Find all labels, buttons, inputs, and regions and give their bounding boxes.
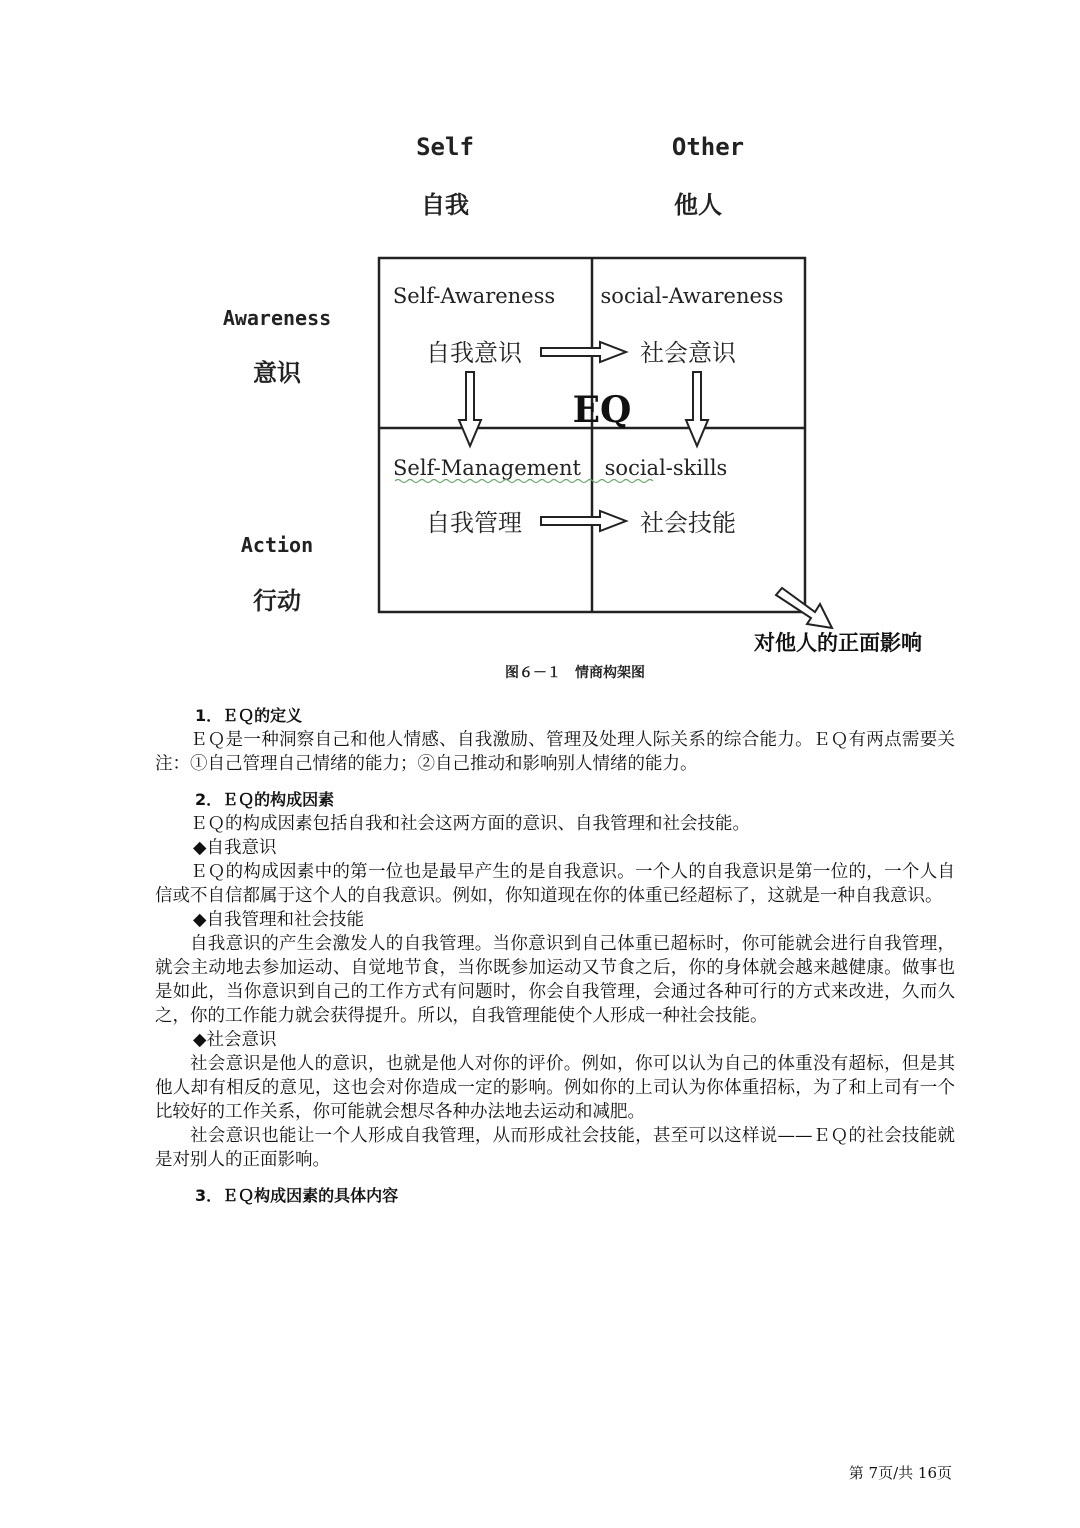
social-awareness-paragraph: 社会意识是他人的意识，也就是他人对你的评价。例如，你可以认为自己的体重没有超标，但是其他人却有相反的意见，这也会对你造成一定的影响。例如你的上司认为你体重招标，为了和上司有一个比较好的工作关系，你可能就会想尽各种办法地去运动和减肥。 [155, 1054, 955, 1122]
col-other-en: Other [671, 133, 745, 161]
arrow-down-icon [459, 372, 481, 446]
section-2-paragraph: ＥＱ的构成因素包括自我和社会这两方面的意识、自我管理和社会技能。 [190, 814, 750, 834]
q1-en: Self-Awareness [392, 284, 556, 308]
q3-en: Self-Management [393, 456, 581, 480]
row-awareness-en: Awareness [222, 306, 332, 330]
q2-zh: 社会意识 [640, 339, 736, 367]
page-number: 第 7页/共 16页 [848, 1464, 952, 1482]
col-self-en: Self [416, 133, 474, 161]
self-awareness-paragraph: ＥＱ的构成因素中的第一位也是最早产生的是自我意识。一个人的自我意识是第一位的，一个人自信或不自信都属于这个人的自我意识。例如，你知道现在你的体重已经超标了，这就是一种自我意识。 [155, 862, 955, 906]
bullet-social-awareness: ◆社会意识 [193, 1030, 277, 1050]
section-1-paragraph: ＥＱ是一种洞察自己和他人情感、自我激励、管理及处理人际关系的综合能力。ＥＱ有两点需要关注：①自己管理自己情绪的能力；②自己推动和影响别人情绪的能力。 [155, 730, 955, 774]
row-awareness-zh: 意识 [253, 359, 301, 387]
row-action-en: Action [240, 533, 314, 557]
col-other-zh: 他人 [674, 191, 722, 219]
q1-zh: 自我意识 [426, 339, 522, 367]
q3-zh: 自我管理 [426, 509, 522, 537]
eq-center-label: EQ [572, 389, 632, 431]
q4-en: social-skills [604, 456, 728, 480]
arrow-down-icon [686, 372, 708, 446]
self-management-paragraph: 自我意识的产生会激发人的自我管理。当你意识到自己体重已超标时，你可能就会进行自我管理，就会主动地去参加运动、自觉地节食，当你既参加运动又节食之后，你的身体就会越来越健康。做事也是如此，当你意识到自己的工作方式有问题时，你会自我管理，会通过各种可行的方式来改进，久而久之，你的工作能力就会获得提升。所以，自我管理能使个人形成一种社会技能。 [155, 934, 955, 1026]
figure-caption: 图６－１ 情商构架图 [505, 665, 645, 681]
bullet-self-management: ◆自我管理和社会技能 [193, 910, 364, 930]
eq-framework-diagram [0, 0, 1080, 700]
bullet-self-awareness: ◆自我意识 [193, 838, 277, 858]
section-2-heading: 2．ＥＱ的构成因素 [195, 790, 335, 809]
social-skills-paragraph: 社会意识也能让一个人形成自我管理，从而形成社会技能，甚至可以这样说——ＥＱ的社会技能就是对别人的正面影响。 [155, 1126, 955, 1170]
col-self-zh: 自我 [421, 191, 469, 219]
outcome-label: 对他人的正面影响 [754, 631, 922, 655]
q4-zh: 社会技能 [640, 509, 736, 537]
section-1-heading: 1．ＥＱ的定义 [195, 706, 303, 725]
section-3-heading: 3．ＥＱ构成因素的具体内容 [195, 1186, 399, 1205]
row-action-zh: 行动 [253, 587, 301, 615]
arrow-right-icon [541, 342, 626, 362]
arrow-right-icon [541, 511, 626, 531]
document-body [155, 704, 955, 1208]
q2-en: social-Awareness [600, 284, 784, 308]
